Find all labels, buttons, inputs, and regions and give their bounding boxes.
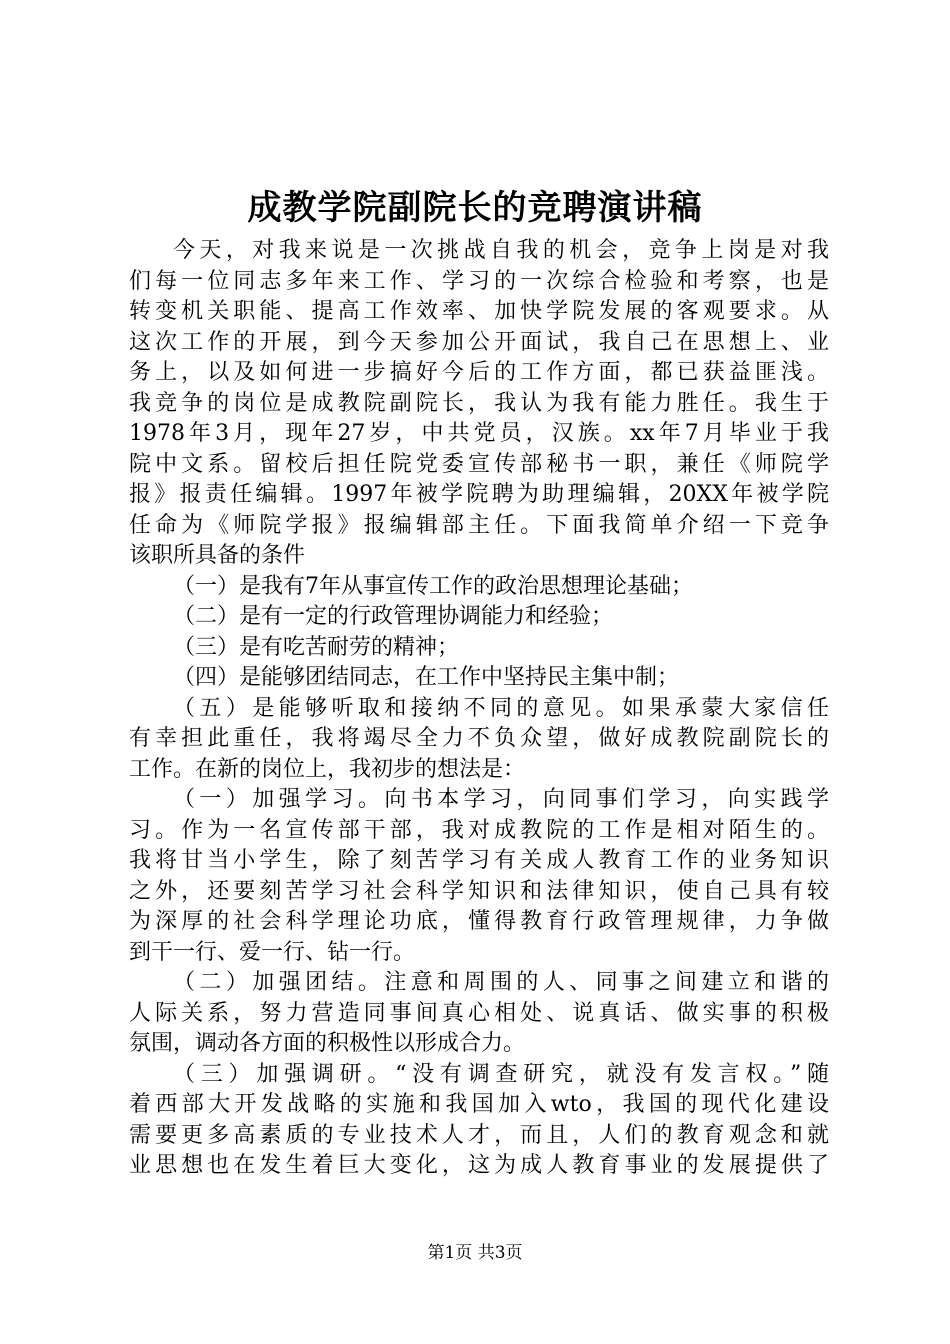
text-line: 报》报责任编辑。1997年被学院聘为助理编辑，20XX年被学院 <box>129 482 829 507</box>
text-line: （一）是我有7年从事宣传工作的政治思想理论基础； <box>173 573 693 599</box>
text-line: （一）加强学习。向书本学习，向同事们学习，向实践学 <box>173 787 829 812</box>
text-line: 这次工作的开展，到今天参加公开面试，我自己在思想上、业 <box>129 329 829 355</box>
text-line: 今天，对我来说是一次挑战自我的机会，竞争上岗是对我 <box>173 238 829 263</box>
text-line: 务上，以及如何进一步搞好今后的工作方面，都已获益匪浅。 <box>129 360 829 385</box>
text-line: 需要更多高素质的专业技术人才，而且，人们的教育观念和就 <box>129 1122 829 1148</box>
text-line: 我将甘当小学生，除了刻苦学习有关成人教育工作的业务知识 <box>129 848 829 873</box>
text-line: 着西部大开发战略的实施和我国加入wto，我国的现代化建设 <box>129 1092 829 1117</box>
text-line: 转变机关职能、提高工作效率、加快学院发展的客观要求。从 <box>129 299 829 324</box>
text-line: 们每一位同志多年来工作、学习的一次综合检验和考察，也是 <box>129 268 829 294</box>
text-line: 该职所具备的条件 <box>129 543 306 568</box>
text-line: （三）是有吃苦耐劳的精神； <box>173 634 460 660</box>
text-line: 业思想也在发生着巨大变化，这为成人教育事业的发展提供了 <box>129 1153 829 1178</box>
text-line: 习。作为一名宣传部干部，我对成教院的工作是相对陌生的。 <box>129 817 829 843</box>
text-line: 人际关系，努力营造同事间真心相处、说真话、做实事的积极 <box>129 1000 829 1026</box>
text-line: 任命为《师院学报》报编辑部主任。下面我简单介绍一下竞争 <box>129 512 829 538</box>
text-line: （五）是能够听取和接纳不同的意见。如果承蒙大家信任 <box>173 695 829 721</box>
page-footer: 第1页 共3页 <box>427 1243 523 1263</box>
text-line: 工作。在新的岗位上，我初步的想法是： <box>129 756 526 782</box>
text-line: 院中文系。留校后担任院党委宣传部秘书一职，兼任《师院学 <box>129 451 829 477</box>
text-line: 1978年3月，现年27岁，中共党员，汉族。xx年7月毕业于我 <box>129 421 829 446</box>
text-line: 之外，还要刻苦学习社会科学知识和法律知识，使自己具有较 <box>129 878 829 904</box>
text-line: 我竞争的岗位是成教院副院长，我认为我有能力胜任。我生于 <box>129 390 829 416</box>
text-line: （二）是有一定的行政管理协调能力和经验； <box>173 604 614 629</box>
text-line: 氛围，调动各方面的积极性以形成合力。 <box>129 1031 526 1056</box>
text-line: （三）加强调研。“没有调查研究，就没有发言权。”随 <box>173 1061 829 1087</box>
document-body <box>129 236 829 1182</box>
text-line: 到干一行、爱一行、钻一行。 <box>129 939 416 965</box>
text-line: （二）加强团结。注意和周围的人、同事之间建立和谐的 <box>173 970 829 995</box>
text-line: （四）是能够团结同志，在工作中坚持民主集中制； <box>173 665 680 690</box>
text-line: 为深厚的社会科学理论功底，懂得教育行政管理规律，力争做 <box>129 909 829 934</box>
document-title: 成教学院副院长的竞聘演讲稿 <box>247 188 703 228</box>
text-line: 有幸担此重任，我将竭尽全力不负众望，做好成教院副院长的 <box>129 726 829 751</box>
